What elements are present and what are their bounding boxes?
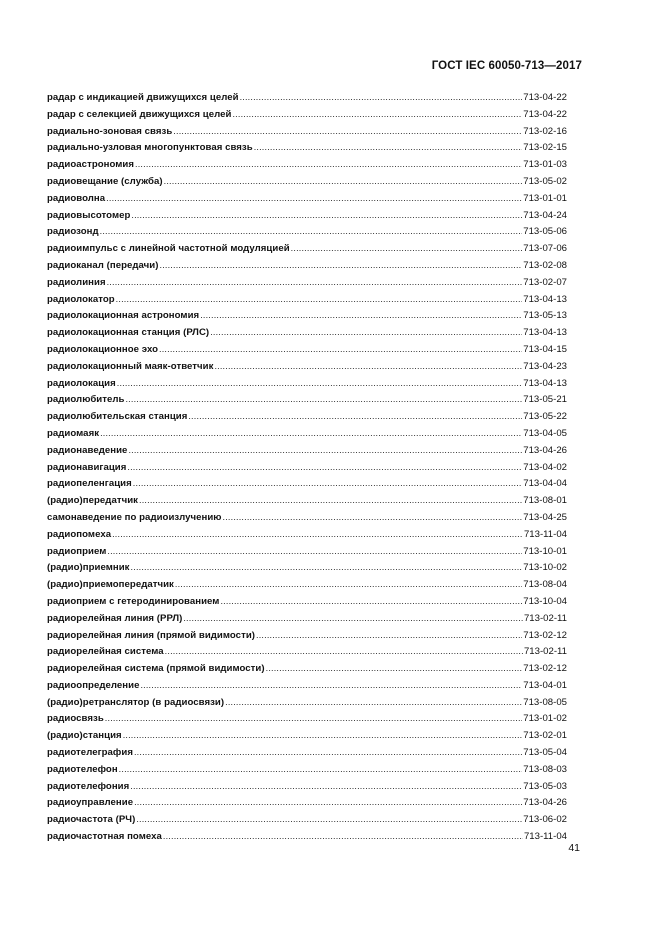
term-code: 713-04-04 xyxy=(523,478,567,490)
index-term: радиочастотная помеха xyxy=(47,831,162,843)
dot-leader xyxy=(131,559,523,576)
index-entry xyxy=(47,156,567,173)
index-term: радиоканал (передачи) xyxy=(47,259,159,271)
term-code: 713-02-01 xyxy=(523,730,567,742)
index-term: радиоуправление xyxy=(47,797,134,809)
dot-leader xyxy=(133,475,523,492)
index-entry xyxy=(47,509,567,526)
dot-leader xyxy=(116,291,523,308)
term-code: 713-04-22 xyxy=(523,92,567,103)
index-term: радиорелейная линия (РРЛ) xyxy=(47,612,183,624)
page-number: 41 xyxy=(568,842,580,854)
index-entry xyxy=(47,459,567,476)
index-entry xyxy=(47,811,567,828)
index-term: радар с индикацией движущихся целей xyxy=(47,92,239,103)
dot-leader xyxy=(188,408,522,425)
index-entry xyxy=(47,694,567,711)
dot-leader xyxy=(291,240,523,257)
index-entry xyxy=(47,123,567,140)
index-term: радиовещание (служба) xyxy=(47,175,163,187)
index-entry xyxy=(47,778,567,795)
index-entry xyxy=(47,643,567,660)
dot-leader xyxy=(200,307,522,324)
term-code: 713-01-03 xyxy=(523,159,567,171)
term-code: 713-05-06 xyxy=(523,226,567,238)
term-code: 713-04-23 xyxy=(523,360,567,372)
index-entry xyxy=(47,677,567,694)
term-code: 713-08-03 xyxy=(523,763,567,775)
dot-leader xyxy=(214,358,522,375)
index-term: радиолокационная астрономия xyxy=(47,310,200,322)
dot-leader xyxy=(210,324,522,341)
dot-leader xyxy=(134,744,522,761)
term-index-list xyxy=(47,89,567,845)
term-code: 713-08-05 xyxy=(523,696,567,708)
index-entry xyxy=(47,526,567,543)
dot-leader xyxy=(135,156,522,173)
index-entry xyxy=(47,257,567,274)
index-term: радиоопределение xyxy=(47,679,140,691)
index-term: радиотелефон xyxy=(47,763,118,775)
index-entry xyxy=(47,358,567,375)
index-term: самонаведение по радиоизлучению xyxy=(47,511,222,523)
term-code: 713-01-02 xyxy=(523,713,567,725)
index-entry xyxy=(47,442,567,459)
dot-leader xyxy=(117,375,522,392)
term-code: 713-08-04 xyxy=(523,579,567,591)
term-code: 713-02-16 xyxy=(523,125,567,137)
index-entry xyxy=(47,307,567,324)
dot-leader xyxy=(240,89,523,106)
index-entry xyxy=(47,375,567,392)
index-term: (радио)приемопередатчик xyxy=(47,579,174,591)
term-code: 713-05-21 xyxy=(523,394,567,406)
document-header: ГОСТ IEC 60050-713—2017 xyxy=(431,60,582,72)
dot-leader xyxy=(175,576,522,593)
term-code: 713-04-13 xyxy=(523,377,567,389)
index-entry xyxy=(47,627,567,644)
dot-leader xyxy=(131,207,522,224)
index-term: радиорелейная система xyxy=(47,646,164,658)
index-term: радиочастота (РЧ) xyxy=(47,814,136,826)
index-term: радиотелеграфия xyxy=(47,747,133,759)
index-entry xyxy=(47,492,567,509)
index-term: радиолокация xyxy=(47,377,116,389)
term-code: 713-02-15 xyxy=(523,142,567,154)
index-term: радиолюбитель xyxy=(47,394,125,406)
index-term: радиовысотомер xyxy=(47,209,131,221)
term-code: 713-05-03 xyxy=(523,780,567,792)
dot-leader xyxy=(125,391,522,408)
index-entry xyxy=(47,207,567,224)
index-term: радиоволна xyxy=(47,192,106,204)
index-term: радиолиния xyxy=(47,276,106,288)
term-code: 713-11-04 xyxy=(523,528,567,540)
term-code: 713-10-04 xyxy=(523,595,567,607)
dot-leader xyxy=(173,123,522,140)
term-code: 713-05-22 xyxy=(523,411,567,423)
index-term: радиорелейная линия (прямой видимости) xyxy=(47,629,256,641)
index-entry xyxy=(47,341,567,358)
dot-leader xyxy=(136,811,522,828)
term-code: 713-05-04 xyxy=(523,747,567,759)
term-code: 713-08-01 xyxy=(523,495,567,507)
dot-leader xyxy=(164,173,523,190)
term-code: 713-10-02 xyxy=(523,562,567,574)
term-code: 713-11-04 xyxy=(523,831,567,843)
index-entry xyxy=(47,291,567,308)
dot-leader xyxy=(165,643,523,660)
index-term: радиально-узловая многопунктовая связь xyxy=(47,142,253,154)
term-code: 713-05-02 xyxy=(523,175,567,187)
index-entry xyxy=(47,794,567,811)
index-term: радиолюбительская станция xyxy=(47,411,188,423)
index-entry xyxy=(47,475,567,492)
index-term: радиопомеха xyxy=(47,528,112,540)
term-code: 713-04-05 xyxy=(523,427,567,439)
term-code: 713-06-02 xyxy=(523,814,567,826)
term-code: 713-05-13 xyxy=(523,310,567,322)
index-term: радиопеленгация xyxy=(47,478,132,490)
term-code: 713-04-26 xyxy=(523,797,567,809)
dot-leader xyxy=(119,761,523,778)
term-code: 713-02-11 xyxy=(523,646,567,658)
index-term: (радио)передатчик xyxy=(47,495,139,507)
dot-leader xyxy=(128,442,522,459)
dot-leader xyxy=(100,425,522,442)
index-term: радиоприем xyxy=(47,545,107,557)
dot-leader xyxy=(220,593,522,610)
dot-leader xyxy=(107,274,523,291)
index-entry xyxy=(47,744,567,761)
index-entry xyxy=(47,761,567,778)
term-code: 713-02-07 xyxy=(523,276,567,288)
term-code: 713-02-12 xyxy=(523,663,567,675)
dot-leader xyxy=(127,459,522,476)
term-code: 713-04-22 xyxy=(523,108,567,120)
term-code: 713-01-01 xyxy=(523,192,567,204)
index-term: радиоастрономия xyxy=(47,159,135,171)
dot-leader xyxy=(266,660,523,677)
term-code: 713-04-25 xyxy=(523,511,567,523)
term-code: 713-04-15 xyxy=(523,343,567,355)
index-entry xyxy=(47,324,567,341)
dot-leader xyxy=(139,492,522,509)
index-term: радиосвязь xyxy=(47,713,104,725)
dot-leader xyxy=(112,526,523,543)
index-term: радар с селекцией движущихся целей xyxy=(47,108,232,120)
dot-leader xyxy=(254,139,523,156)
index-term: радионаведение xyxy=(47,444,128,456)
term-code: 713-02-08 xyxy=(523,259,567,271)
index-term: (радио)станция xyxy=(47,730,122,742)
index-entry xyxy=(47,240,567,257)
term-code: 713-04-13 xyxy=(523,293,567,305)
index-term: радиомаяк xyxy=(47,427,100,439)
dot-leader xyxy=(140,677,522,694)
term-code: 713-04-02 xyxy=(523,461,567,473)
term-code: 713-02-12 xyxy=(523,629,567,641)
index-entry xyxy=(47,828,567,845)
index-term: радионавигация xyxy=(47,461,127,473)
index-term: радиоимпульс с линейной частотной модуляцией xyxy=(47,243,290,255)
index-entry xyxy=(47,223,567,240)
dot-leader xyxy=(183,610,523,627)
term-code: 713-04-26 xyxy=(523,444,567,456)
dot-leader xyxy=(159,341,522,358)
index-entry xyxy=(47,576,567,593)
index-term: радиально-зоновая связь xyxy=(47,125,173,137)
index-term: радиолокатор xyxy=(47,293,115,305)
dot-leader xyxy=(225,694,522,711)
index-term: радиорелейная система (прямой видимости) xyxy=(47,663,265,675)
index-term: радиолокационный маяк-ответчик xyxy=(47,360,214,372)
dot-leader xyxy=(130,778,522,795)
term-code: 713-04-24 xyxy=(523,209,567,221)
dot-leader xyxy=(100,223,523,240)
index-entry xyxy=(47,710,567,727)
index-entry xyxy=(47,139,567,156)
index-entry xyxy=(47,660,567,677)
dot-leader xyxy=(163,828,523,845)
dot-leader xyxy=(107,543,522,560)
index-entry xyxy=(47,408,567,425)
dot-leader xyxy=(134,794,522,811)
index-entry xyxy=(47,543,567,560)
index-entry xyxy=(47,610,567,627)
term-code: 713-04-13 xyxy=(523,327,567,339)
dot-leader xyxy=(123,727,523,744)
dot-leader xyxy=(223,509,523,526)
index-term: радиотелефония xyxy=(47,780,130,792)
index-entry xyxy=(47,425,567,442)
index-term: (радио)приемник xyxy=(47,562,130,574)
index-term: радиолокационная станция (РЛС) xyxy=(47,327,210,339)
index-entry xyxy=(47,727,567,744)
index-entry xyxy=(47,106,567,123)
term-code: 713-04-01 xyxy=(523,679,567,691)
dot-leader xyxy=(160,257,523,274)
index-entry xyxy=(47,559,567,576)
dot-leader xyxy=(106,190,522,207)
index-entry xyxy=(47,274,567,291)
term-code: 713-10-01 xyxy=(523,545,567,557)
index-entry xyxy=(47,190,567,207)
dot-leader xyxy=(105,710,522,727)
index-term: радиолокационное эхо xyxy=(47,343,159,355)
term-code: 713-07-06 xyxy=(523,243,567,255)
index-entry xyxy=(47,89,567,106)
index-term: (радио)ретранслятор (в радиосвязи) xyxy=(47,696,225,708)
index-entry xyxy=(47,593,567,610)
dot-leader xyxy=(256,627,522,644)
dot-leader xyxy=(232,106,522,123)
index-entry xyxy=(47,173,567,190)
index-term: радиоприем с гетеродинированием xyxy=(47,595,220,607)
index-term: радиозонд xyxy=(47,226,99,238)
term-code: 713-02-11 xyxy=(523,612,567,624)
index-entry xyxy=(47,391,567,408)
